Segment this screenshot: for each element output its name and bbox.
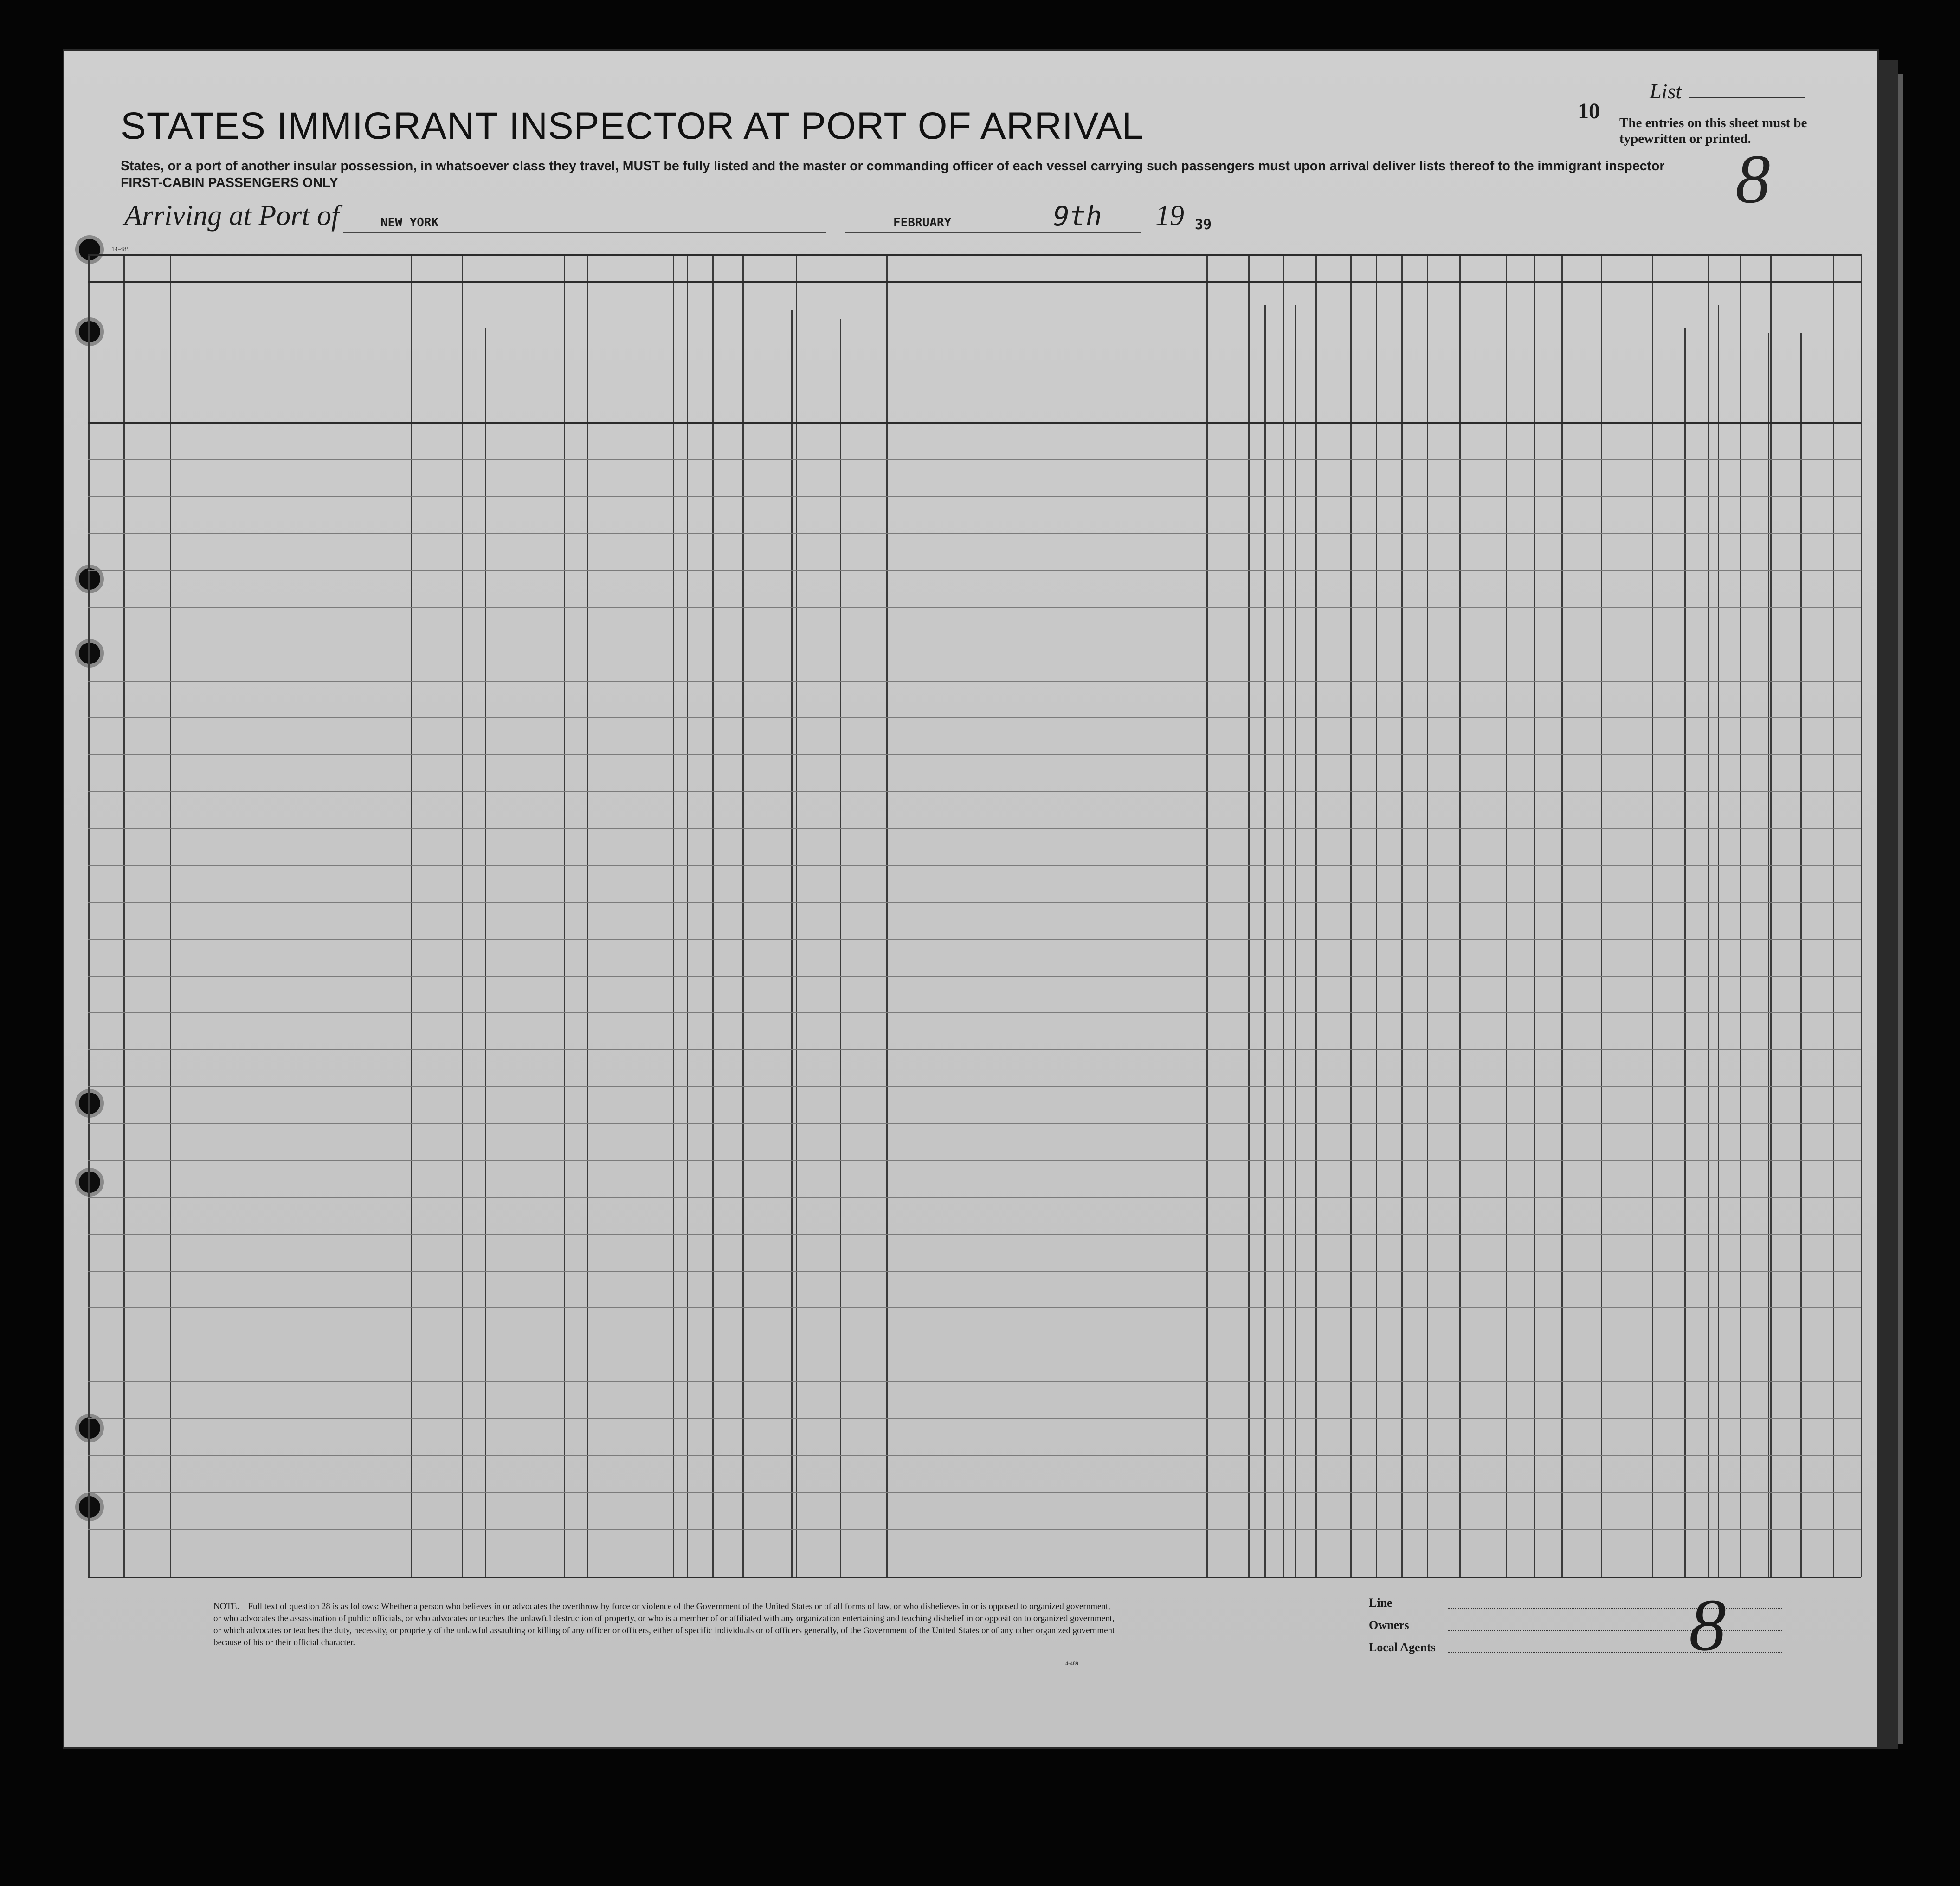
row-rule xyxy=(88,717,1861,718)
column-rule xyxy=(1401,254,1403,1577)
row-rule xyxy=(88,1455,1861,1456)
table-bottom-rule xyxy=(88,1577,1861,1578)
list-number-handwritten: 8 xyxy=(1735,141,1770,218)
column-rule xyxy=(88,254,90,1577)
instruction-line: States, or a port of another insular possession, in whatsoever class they travel, MUST be fully listed and the master or commanding officer of each vessel carrying such passengers must upon arrival deliver lists thereof to the immigrant inspector xyxy=(121,159,1665,174)
row-rule xyxy=(88,1418,1861,1419)
arriving-label: Arriving at Port of xyxy=(124,200,340,232)
column-rule xyxy=(1206,254,1208,1577)
arrival-year-suffix: 39 xyxy=(1195,217,1212,233)
column-rule xyxy=(1684,328,1686,1577)
column-rule xyxy=(587,254,588,1577)
footnote-question-28: NOTE.—Full text of question 28 is as follows: Whether a person who believes in or advocates the overthrow by force or violence of the Government of the United States or of all forms of law, or who disbelieves in or is opposed to organized government, or who advocates the assassination of public officials, or who advocates or teaches the unlawful destruction of property, or who is a member of or affiliated with any organization entertaining and teaching disbelief in or opposition to organized government, or which advocates or teaches the duty, necessity, or propriety of the unlawful assaulting or killing of any officer or officers, either of specific individuals or of officers generally, of the Government of the United States or of any other organized government because of his or their official character. xyxy=(213,1602,1115,1648)
arrival-day: 9th xyxy=(1053,200,1102,232)
row-rule xyxy=(88,1381,1861,1382)
port-underline xyxy=(343,232,826,233)
arrival-year-prefix: 19 xyxy=(1155,200,1184,232)
row-rule xyxy=(88,607,1861,608)
row-rule xyxy=(88,1086,1861,1087)
row-rule xyxy=(88,570,1861,571)
form-code-top: 14-489 xyxy=(111,246,130,253)
typewritten-note: The entries on this sheet must be typewritten or printed. xyxy=(1619,116,1807,146)
row-rule xyxy=(88,1271,1861,1272)
sheet-number: 10 xyxy=(1578,99,1600,123)
column-rule xyxy=(687,254,688,1577)
column-rule xyxy=(1283,254,1284,1577)
row-rule xyxy=(88,1529,1861,1530)
row-rule xyxy=(88,1492,1861,1493)
row-rule xyxy=(88,1049,1861,1050)
handwritten-eight: 8 xyxy=(1689,1583,1726,1666)
table-top-rule xyxy=(88,254,1861,256)
column-rule xyxy=(123,254,125,1577)
column-rule xyxy=(411,254,412,1577)
arrival-month: FEBRUARY xyxy=(893,216,952,230)
sheet-edge-shadow xyxy=(1898,74,1903,1744)
row-rule xyxy=(88,681,1861,682)
row-rule xyxy=(88,1197,1861,1198)
column-rule xyxy=(1350,254,1352,1577)
column-rule xyxy=(791,310,793,1577)
list-underline xyxy=(1689,97,1805,98)
column-rule xyxy=(742,254,744,1577)
column-rule xyxy=(1601,254,1602,1577)
line-field xyxy=(1448,1608,1782,1609)
column-rule xyxy=(1506,254,1507,1577)
row-rule xyxy=(88,1307,1861,1308)
column-rule xyxy=(462,254,463,1577)
manifest-table xyxy=(88,254,1861,1577)
date-underline xyxy=(845,232,1141,233)
row-rule xyxy=(88,791,1861,792)
arrival-port: NEW YORK xyxy=(380,216,439,230)
column-rule xyxy=(1376,254,1377,1577)
column-rule xyxy=(886,254,888,1577)
column-rule xyxy=(1459,254,1461,1577)
list-label: List xyxy=(1650,79,1682,103)
column-rule xyxy=(564,254,565,1577)
column-rule xyxy=(1534,254,1535,1577)
row-rule xyxy=(88,496,1861,497)
column-rule xyxy=(1315,254,1317,1577)
column-rule xyxy=(1770,254,1772,1577)
column-rule xyxy=(1561,254,1563,1577)
column-rule xyxy=(485,328,486,1577)
column-rule xyxy=(840,319,841,1577)
page-title: STATES IMMIGRANT INSPECTOR AT PORT OF ARRIVAL xyxy=(121,105,1144,147)
owners-label: Owners xyxy=(1369,1618,1409,1632)
row-rule xyxy=(88,828,1861,829)
row-rule xyxy=(88,1234,1861,1235)
row-rule xyxy=(88,754,1861,755)
row-rule xyxy=(88,939,1861,940)
column-rule xyxy=(1800,333,1802,1577)
row-rule xyxy=(88,1012,1861,1013)
column-rule xyxy=(1708,254,1709,1577)
instruction-text xyxy=(121,158,1698,191)
owners-field xyxy=(1448,1630,1782,1631)
local-agents-field xyxy=(1448,1652,1782,1653)
column-rule xyxy=(1652,254,1653,1577)
row-rule xyxy=(88,865,1861,866)
column-rule xyxy=(1833,254,1834,1577)
passenger-class: FIRST-CABIN PASSENGERS ONLY xyxy=(121,175,338,190)
row-rule xyxy=(88,902,1861,903)
column-rule xyxy=(1740,254,1741,1577)
column-rule xyxy=(1861,254,1862,1577)
column-rule xyxy=(673,254,674,1577)
column-number-rule xyxy=(88,281,1861,283)
sheet-edge xyxy=(1879,60,1898,1749)
column-rule xyxy=(796,254,797,1577)
row-rule xyxy=(88,1160,1861,1161)
column-rule xyxy=(1427,254,1428,1577)
local-agents-label: Local Agents xyxy=(1369,1641,1436,1654)
form-code-bottom: 14-489 xyxy=(1063,1660,1078,1667)
row-rule xyxy=(88,976,1861,977)
row-rule xyxy=(88,533,1861,534)
row-rule xyxy=(88,459,1861,460)
line-label: Line xyxy=(1369,1596,1393,1609)
row-rule xyxy=(88,1123,1861,1124)
column-rule xyxy=(1248,254,1250,1577)
header-bottom-rule xyxy=(88,422,1861,424)
column-rule xyxy=(1768,333,1769,1577)
column-rule xyxy=(712,254,714,1577)
column-rule xyxy=(170,254,171,1577)
